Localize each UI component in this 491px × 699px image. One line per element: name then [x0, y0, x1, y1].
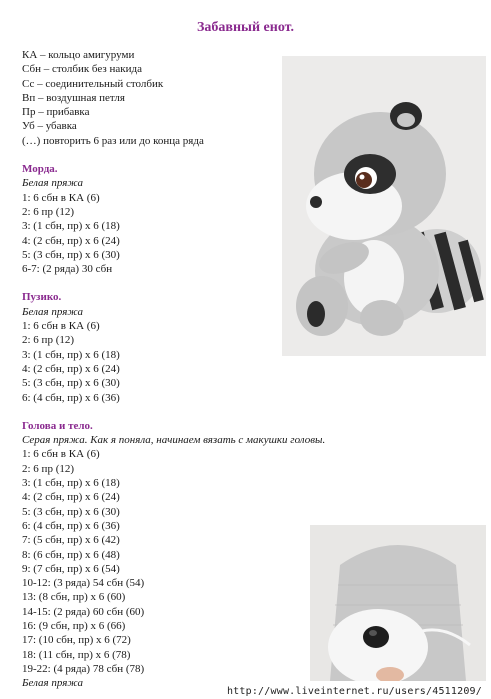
section-heading: Морда.: [22, 163, 58, 176]
pattern-row: 7: (5 сбн, пр) х 6 (42): [22, 534, 120, 547]
eye: [356, 172, 372, 188]
pattern-row: 2: 6 пр (12): [22, 205, 75, 218]
pattern-row: 2: 6 пр (12): [22, 462, 75, 475]
pattern-row: 17: (10 сбн, пр) х 6 (72): [22, 634, 131, 647]
pattern-row: 4: (2 сбн, пр) х 6 (24): [22, 491, 120, 504]
pattern-row: 3: (1 сбн, пр) х 6 (18): [22, 348, 120, 361]
pattern-row: 3: (1 сбн, пр) х 6 (18): [22, 220, 120, 233]
yarn-note: Серая пряжа. Как я поняла, начинаем вязать с макушки головы.: [22, 434, 326, 447]
pattern-row: 19-22: (4 ряда) 78 сбн (78): [22, 662, 145, 675]
legend-item: Сбн – столбик без накида: [22, 63, 142, 76]
raccoon-closeup-photo: [310, 525, 486, 681]
source-url[interactable]: http://www.liveinternet.ru/users/4511209/: [226, 686, 482, 697]
pattern-row: 5: (3 сбн, пр) х 6 (30): [22, 377, 120, 390]
pattern-row: 6: (4 сбн, пр) х 6 (36): [22, 519, 120, 532]
legend-item: (…) повторить 6 раз или до конца ряда: [22, 134, 204, 147]
legend-item: Вп – воздушная петля: [22, 91, 125, 104]
pattern-row: 10-12: (3 ряда) 54 сбн (54): [22, 577, 145, 590]
pattern-row: 6: (4 сбн, пр) х 6 (36): [22, 391, 120, 404]
section-heading: Голова и тело.: [22, 419, 93, 432]
legend-item: Пр – прибавка: [22, 106, 90, 119]
pattern-row: 16: (9 сбн, пр) х 6 (66): [22, 619, 126, 632]
pattern-row: 1: 6 сбн в КА (6): [22, 448, 100, 461]
raccoon-illustration: [282, 56, 486, 356]
yarn-note: Белая пряжа: [22, 177, 83, 190]
raccoon-closeup-illustration: [310, 525, 486, 681]
pattern-row: 1: 6 сбн в КА (6): [22, 191, 100, 204]
nose: [310, 196, 322, 208]
yarn-note: Белая пряжа: [22, 677, 83, 690]
legend-item: Уб – убавка: [22, 120, 77, 133]
pattern-row: 4: (2 сбн, пр) х 6 (24): [22, 362, 120, 375]
pattern-row: 9: (7 сбн, пр) х 6 (54): [22, 562, 120, 575]
legend-item: Сс – соединительный столбик: [22, 77, 164, 90]
pattern-row: 8: (6 сбн, пр) х 6 (48): [22, 548, 120, 561]
pattern-row: 3: (1 сбн, пр) х 6 (18): [22, 477, 120, 490]
pattern-row: 2: 6 пр (12): [22, 334, 75, 347]
pattern-row: 5: (3 сбн, пр) х 6 (30): [22, 248, 120, 261]
pattern-row: 5: (3 сбн, пр) х 6 (30): [22, 505, 120, 518]
pattern-row: 14-15: (2 ряда) 60 сбн (60): [22, 605, 145, 618]
pattern-row: 18: (11 сбн, пр) х 6 (78): [22, 648, 131, 661]
raccoon-photo: [282, 56, 486, 356]
pattern-row: 13: (8 сбн, пр) х 6 (60): [22, 591, 126, 604]
pattern-row: 6-7: (2 ряда) 30 сбн: [22, 263, 113, 276]
pattern-row: 4: (2 сбн, пр) х 6 (24): [22, 234, 120, 247]
legend-item: КА – кольцо амигуруми: [22, 49, 135, 61]
pattern-row: 1: 6 сбн в КА (6): [22, 320, 100, 333]
section-heading: Пузико.: [22, 291, 62, 304]
yarn-note: Белая пряжа: [22, 305, 83, 318]
page-title: Забавный енот.: [197, 20, 294, 35]
safety-nose: [363, 626, 389, 648]
